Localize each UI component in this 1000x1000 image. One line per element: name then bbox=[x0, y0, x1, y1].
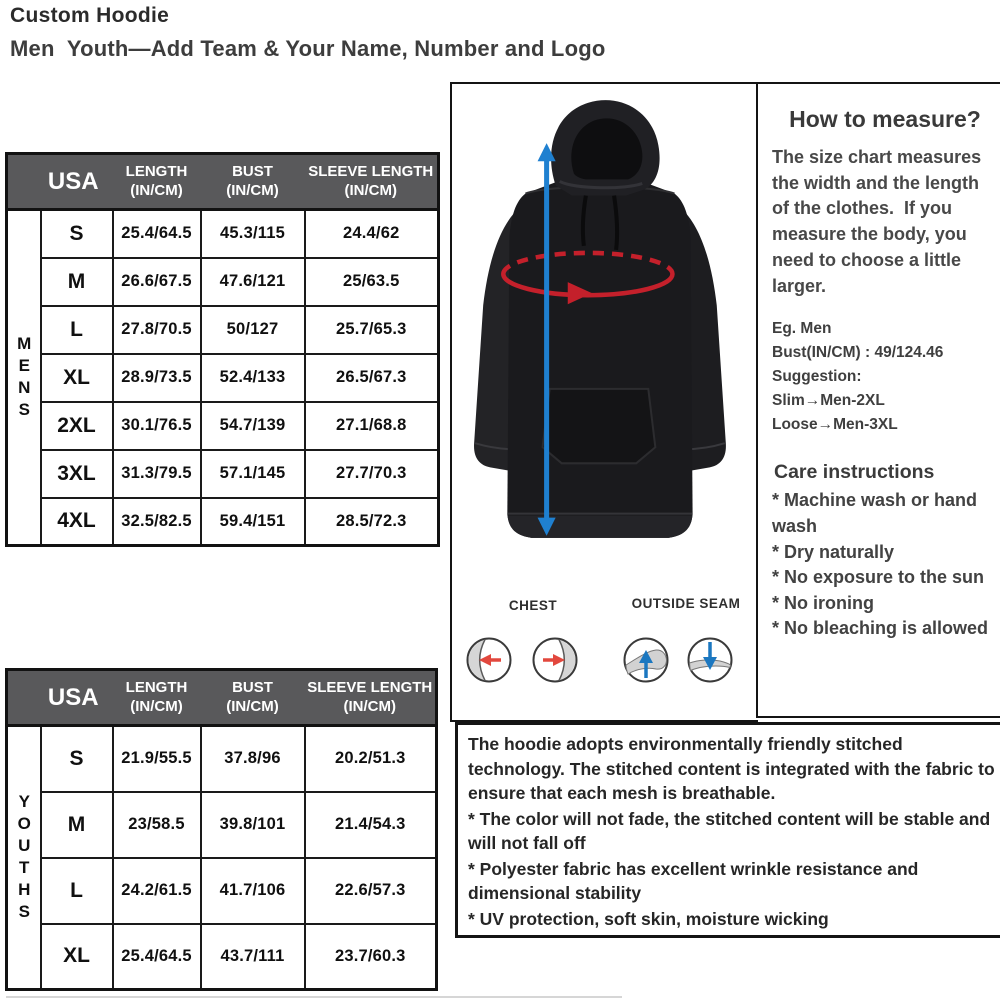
care-instructions-heading: Care instructions bbox=[774, 461, 935, 484]
length-cell: 30.1/76.5 bbox=[113, 402, 201, 450]
size-cell: M bbox=[41, 792, 113, 858]
sleeve-cell: 26.5/67.3 bbox=[305, 354, 439, 402]
size-cell: S bbox=[41, 726, 113, 792]
sleeve-cell: 25.7/65.3 bbox=[305, 306, 439, 354]
sleeve-cell: 21.4/54.3 bbox=[305, 792, 437, 858]
header-length-label: LENGTH bbox=[125, 162, 188, 180]
size-cell: S bbox=[41, 210, 113, 258]
bust-cell: 54.7/139 bbox=[201, 402, 305, 450]
length-cell: 28.9/73.5 bbox=[113, 354, 201, 402]
mens-group-label: MENS bbox=[7, 210, 41, 546]
sleeve-cell: 25/63.5 bbox=[305, 258, 439, 306]
sleeve-cell: 20.2/51.3 bbox=[305, 726, 437, 792]
product-description-box bbox=[455, 722, 1000, 938]
table-row bbox=[7, 792, 437, 858]
fabric-fold-arrow-left-icon bbox=[465, 636, 513, 684]
length-cell: 25.4/64.5 bbox=[113, 924, 201, 990]
length-cell: 25.4/64.5 bbox=[113, 210, 201, 258]
header-bust-unit: (IN/CM) bbox=[226, 697, 279, 715]
youth-size-chart bbox=[5, 668, 438, 991]
hoodie-image-panel bbox=[450, 82, 758, 722]
header-length-unit: (IN/CM) bbox=[130, 697, 183, 715]
length-cell: 31.3/79.5 bbox=[113, 450, 201, 498]
care-item: * No bleaching is allowed bbox=[772, 618, 989, 639]
sizing-example-block bbox=[772, 317, 998, 437]
length-cell: 24.2/61.5 bbox=[113, 858, 201, 924]
youth-group-label: YOUTHS bbox=[7, 726, 41, 990]
example-line: Suggestion: bbox=[772, 368, 862, 386]
bust-cell: 47.6/121 bbox=[201, 258, 305, 306]
mens-header-bust bbox=[201, 154, 305, 210]
header-bust-unit: (IN/CM) bbox=[226, 181, 279, 199]
size-cell: 3XL bbox=[41, 450, 113, 498]
table-row bbox=[7, 354, 439, 402]
table-row bbox=[7, 726, 437, 792]
sleeve-cell: 22.6/57.3 bbox=[305, 858, 437, 924]
size-cell: 2XL bbox=[41, 402, 113, 450]
table-row bbox=[7, 858, 437, 924]
table-row bbox=[7, 924, 437, 990]
table-row bbox=[7, 306, 439, 354]
sleeve-cell: 23.7/60.3 bbox=[305, 924, 437, 990]
header-length-unit: (IN/CM) bbox=[130, 181, 183, 199]
header-sleeve-unit: (IN/CM) bbox=[343, 697, 396, 715]
header-bust-label: BUST bbox=[232, 678, 273, 696]
length-cell: 26.6/67.5 bbox=[113, 258, 201, 306]
care-item: * No ironing bbox=[772, 592, 874, 613]
description-paragraph: * The color will not fade, the stitched content will be stable and will not fall off bbox=[468, 808, 991, 853]
table-row bbox=[7, 210, 439, 258]
how-to-measure-heading: How to measure? bbox=[789, 106, 981, 132]
fabric-seam-arrow-up-icon bbox=[622, 636, 670, 684]
length-cell: 21.9/55.5 bbox=[113, 726, 201, 792]
bust-cell: 37.8/96 bbox=[201, 726, 305, 792]
chest-label: CHEST bbox=[508, 598, 558, 613]
page-title: Custom Hoodie bbox=[10, 4, 170, 27]
size-cell: L bbox=[41, 858, 113, 924]
table-row bbox=[7, 450, 439, 498]
youth-header-sleeve bbox=[305, 670, 437, 726]
example-line: Bust(IN/CM) : 49/124.46 bbox=[772, 344, 944, 362]
sleeve-cell: 24.4/62 bbox=[305, 210, 439, 258]
how-to-measure-panel bbox=[756, 82, 1000, 718]
bust-cell: 50/127 bbox=[201, 306, 305, 354]
size-cell: XL bbox=[41, 354, 113, 402]
hoodie-product-image bbox=[455, 88, 755, 593]
description-paragraph: * UV protection, soft skin, moisture wicking bbox=[468, 908, 829, 929]
table-shadow-line bbox=[6, 996, 622, 998]
bust-cell: 41.7/106 bbox=[201, 858, 305, 924]
size-cell: 4XL bbox=[41, 498, 113, 546]
example-line: Slim→Men-2XL bbox=[772, 392, 885, 410]
sleeve-cell: 27.7/70.3 bbox=[305, 450, 439, 498]
bust-cell: 43.7/111 bbox=[201, 924, 305, 990]
description-paragraph: The hoodie adopts environmentally friendly stitched technology. The stitched content is integrated with the fabric to ensure that each mesh is breathable. bbox=[468, 734, 995, 803]
care-item: * Dry naturally bbox=[772, 541, 895, 562]
header-sleeve-label: SLEEVE LENGTH bbox=[308, 162, 434, 180]
example-line: Eg. Men bbox=[772, 320, 832, 338]
sleeve-cell: 28.5/72.3 bbox=[305, 498, 439, 546]
bust-cell: 52.4/133 bbox=[201, 354, 305, 402]
table-row bbox=[7, 402, 439, 450]
example-line: Loose→Men-3XL bbox=[772, 416, 898, 434]
table-row bbox=[7, 498, 439, 546]
size-cell: L bbox=[41, 306, 113, 354]
header-bust-label: BUST bbox=[232, 162, 273, 180]
how-to-measure-body: The size chart measures the width and the length of the clothes. If you measure the body, you need to choose a little larger. bbox=[772, 147, 987, 296]
mens-header-usa: USA bbox=[7, 154, 113, 210]
length-cell: 32.5/82.5 bbox=[113, 498, 201, 546]
length-cell: 23/58.5 bbox=[113, 792, 201, 858]
youth-header-bust bbox=[201, 670, 305, 726]
header-length-label: LENGTH bbox=[125, 678, 188, 696]
size-cell: M bbox=[41, 258, 113, 306]
header-sleeve-label: SLEEVE LENGTH bbox=[307, 678, 433, 696]
youth-header-length bbox=[113, 670, 201, 726]
table-row bbox=[7, 258, 439, 306]
bust-cell: 57.1/145 bbox=[201, 450, 305, 498]
youth-header-usa: USA bbox=[7, 670, 113, 726]
mens-size-chart bbox=[5, 152, 440, 547]
description-paragraph: * Polyester fabric has excellent wrinkle resistance and dimensional stability bbox=[468, 858, 919, 903]
sleeve-cell: 27.1/68.8 bbox=[305, 402, 439, 450]
care-item: * Machine wash or hand wash bbox=[772, 490, 978, 537]
bust-cell: 45.3/115 bbox=[201, 210, 305, 258]
fabric-seam-arrow-down-icon bbox=[686, 636, 734, 684]
size-cell: XL bbox=[41, 924, 113, 990]
outside-seam-label: OUTSIDE SEAM bbox=[631, 596, 741, 611]
page-subtitle: Men Youth—Add Team & Your Name, Number and Logo bbox=[10, 36, 606, 61]
fabric-fold-arrow-right-icon bbox=[531, 636, 579, 684]
care-item: * No exposure to the sun bbox=[772, 567, 985, 588]
mens-header-sleeve bbox=[305, 154, 439, 210]
mens-header-length bbox=[113, 154, 201, 210]
bust-cell: 39.8/101 bbox=[201, 792, 305, 858]
header-sleeve-unit: (IN/CM) bbox=[344, 181, 397, 199]
length-cell: 27.8/70.5 bbox=[113, 306, 201, 354]
bust-cell: 59.4/151 bbox=[201, 498, 305, 546]
